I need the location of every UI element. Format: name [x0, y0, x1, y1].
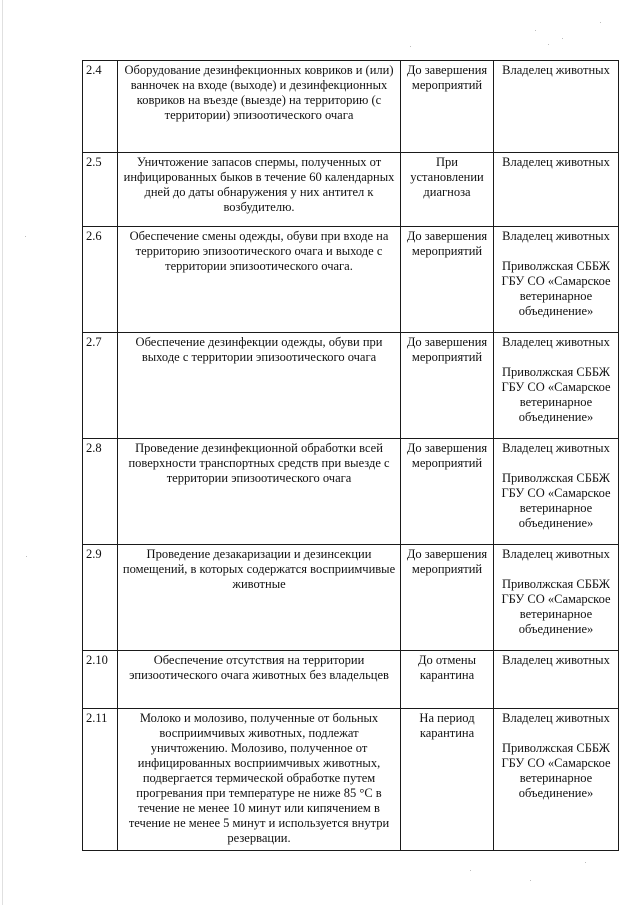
scan-speck [548, 44, 549, 45]
table-row [83, 439, 619, 545]
scan-speck [26, 556, 27, 557]
table-row [83, 651, 619, 709]
row-term: До завершения мероприятий [401, 545, 494, 651]
row-responsible [494, 61, 619, 153]
row-description: Молоко и молозиво, полученные от больных восприимчивых животных, подлежат уничтожению. Молозиво, полученное от инфицированных восприимчивых животных, подвергается термической обработке путем прогревания при температуре не ниже 85 °С в течение не менее 10 минут или кипячением в течение не менее 5 минут и используется внутри резервации. [118, 709, 401, 851]
responsible-organization: Приволжская СББЖ ГБУ СО «Самарское ветеринарное объединение» [501, 259, 611, 318]
row-responsible [494, 153, 619, 227]
row-number: 2.5 [83, 153, 118, 227]
row-description: Проведение дезинфекционной обработки всей поверхности транспортных средств при выезде с территории эпизоотического очага [118, 439, 401, 545]
row-term: На период карантина [401, 709, 494, 851]
row-number: 2.11 [83, 709, 118, 851]
table-row [83, 709, 619, 851]
row-term: До завершения мероприятий [401, 61, 494, 153]
row-responsible [494, 227, 619, 333]
table-row [83, 545, 619, 651]
scan-edge-line [2, 0, 3, 905]
row-responsible [494, 651, 619, 709]
scan-speck [530, 880, 531, 881]
row-description: Проведение дезакаризации и дезинсекции помещений, в которых содержатся восприимчивые животные [118, 545, 401, 651]
scan-speck [470, 870, 471, 871]
table-row [83, 227, 619, 333]
responsible-organization: Приволжская СББЖ ГБУ СО «Самарское ветеринарное объединение» [501, 471, 611, 530]
row-description: Оборудование дезинфекционных ковриков и (или) ванночек на входе (выходе) и дезинфекционных ковриков на въезде (выезде) на территорию (с территории) эпизоотического очага [118, 61, 401, 153]
row-term: До завершения мероприятий [401, 227, 494, 333]
row-number: 2.7 [83, 333, 118, 439]
scan-speck [535, 30, 536, 31]
scan-speck [600, 22, 601, 23]
scan-speck [585, 862, 586, 863]
responsible-owner: Владелец животных [502, 653, 610, 667]
table-row [83, 333, 619, 439]
row-description: Уничтожение запасов спермы, полученных от инфицированных быков в течение 60 календарных дней до даты обнаружения у них антител к возбудителю. [118, 153, 401, 227]
row-number: 2.9 [83, 545, 118, 651]
scan-speck [562, 38, 563, 39]
row-description: Обеспечение смены одежды, обуви при входе на территорию эпизоотического очага и выходе с территории эпизоотического очага. [118, 227, 401, 333]
responsible-owner: Владелец животных [502, 547, 610, 561]
responsible-owner: Владелец животных [502, 229, 610, 243]
scan-speck [25, 236, 26, 237]
responsible-organization: Приволжская СББЖ ГБУ СО «Самарское ветеринарное объединение» [501, 365, 611, 424]
responsible-organization: Приволжская СББЖ ГБУ СО «Самарское ветеринарное объединение» [501, 741, 611, 800]
row-term: До отмены карантина [401, 651, 494, 709]
scan-speck [410, 46, 411, 47]
row-term: До завершения мероприятий [401, 333, 494, 439]
row-responsible [494, 439, 619, 545]
row-responsible [494, 333, 619, 439]
measures-table [82, 60, 619, 851]
row-term: До завершения мероприятий [401, 439, 494, 545]
row-responsible [494, 709, 619, 851]
table-row [83, 153, 619, 227]
table-row [83, 61, 619, 153]
responsible-owner: Владелец животных [502, 711, 610, 725]
row-number: 2.10 [83, 651, 118, 709]
responsible-owner: Владелец животных [502, 63, 610, 77]
row-description: Обеспечение дезинфекции одежды, обуви при выходе с территории эпизоотического очага [118, 333, 401, 439]
row-number: 2.4 [83, 61, 118, 153]
row-number: 2.6 [83, 227, 118, 333]
row-number: 2.8 [83, 439, 118, 545]
responsible-owner: Владелец животных [502, 335, 610, 349]
responsible-owner: Владелец животных [502, 441, 610, 455]
responsible-owner: Владелец животных [502, 155, 610, 169]
row-responsible [494, 545, 619, 651]
responsible-organization: Приволжская СББЖ ГБУ СО «Самарское ветеринарное объединение» [501, 577, 611, 636]
row-description: Обеспечение отсутствия на территории эпизоотического очага животных без владельцев [118, 651, 401, 709]
row-term: При установлении диагноза [401, 153, 494, 227]
